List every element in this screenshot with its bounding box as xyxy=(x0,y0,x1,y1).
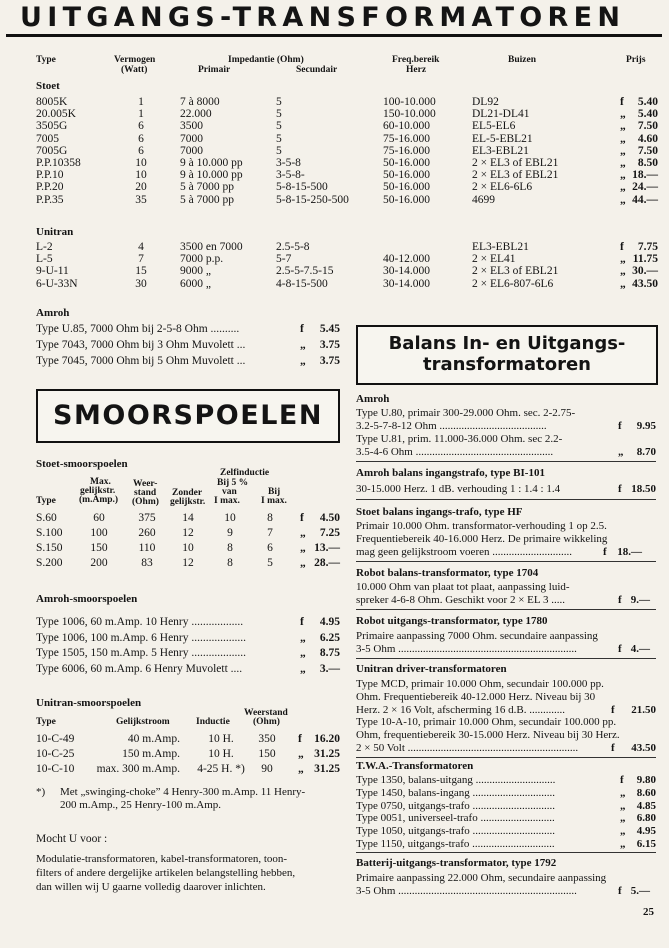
cell-currency: „ xyxy=(620,157,626,169)
cell-weerstand: 150 xyxy=(258,748,276,760)
balans-amroh-line-3: Type U.81, prim. 11.000-36.000 Ohm. sec 2.2- xyxy=(356,433,563,445)
cell-price: 4.60 xyxy=(637,132,658,145)
cell-type: 20.005K xyxy=(36,108,76,121)
cell-inductie: 10 H. xyxy=(208,748,234,760)
item-text: Type 0750, uitgangs-trafo .............................. xyxy=(356,799,556,812)
cell-currency: „ xyxy=(620,169,626,182)
r1780-heading: Robot uitgangs-transformator, type 1780 xyxy=(356,615,548,627)
item-text: Type 1505, 150 m.Amp. 5 Henry ................... xyxy=(36,647,247,659)
item-price: 4.95 xyxy=(636,825,656,838)
mcd-line-3: Herz. 2 × 16 Volt, afscherming 16 d.B. ............. xyxy=(356,704,565,716)
item-text: Type 1150, uitgangs-trafo .............................. xyxy=(356,838,555,850)
cell-secundair: 5 xyxy=(276,144,282,157)
col-header-impedantie: Impedantie (Ohm) xyxy=(228,55,304,65)
section-stoet-smoor: Stoet-smoorspoelen xyxy=(36,458,128,470)
smoorspoelen-box xyxy=(36,389,340,443)
cell-currency: „ xyxy=(620,193,626,206)
page-title: UITGANGS-TRANSFORMATOREN xyxy=(20,2,626,33)
cell-buizen: EL5-EL6 xyxy=(472,120,516,133)
item-text: Type 7045, 7000 Ohm bij 5 Ohm Muvolett ... xyxy=(36,355,246,367)
bi101-price: 18.50 xyxy=(631,483,656,495)
cell-currency: f xyxy=(620,96,624,108)
cell-watt: 30 xyxy=(135,277,147,290)
cell-max: 60 xyxy=(93,512,105,524)
cell-type: L-5 xyxy=(36,253,53,266)
item-currency: f xyxy=(300,323,304,335)
cell-price: 30.— xyxy=(632,265,658,278)
item-currency: „ xyxy=(300,631,306,644)
hf-line-3: mag geen gelijkstroom voeren ............................. xyxy=(356,546,572,558)
item-currency: „ xyxy=(300,662,306,675)
item-price: 6.25 xyxy=(319,631,340,644)
item-text: Type 0051, universeel-trafo ........................... xyxy=(356,812,555,825)
cell-weerstand: 90 xyxy=(261,763,273,775)
r1780-cur: f xyxy=(618,643,622,655)
cell-currency: „ xyxy=(298,763,304,775)
item-text: Type 6006, 60 m.Amp. 6 Henry Muvolett .... xyxy=(36,662,243,675)
mocht-line-2: filters of andere dergelijke artikelen belangstelling hebben, xyxy=(36,867,296,879)
mcd-price: 21.50 xyxy=(631,704,656,716)
balans-amroh-cur-2: „ xyxy=(618,446,624,458)
cell-freq: 40-12.000 xyxy=(383,253,430,266)
usmoor-header-weer1: Weerstand xyxy=(244,708,288,718)
r1780-price: 4.— xyxy=(630,643,650,655)
cell-price: 18.— xyxy=(632,169,658,182)
smoor-header-zelf2: Bij 5 % xyxy=(217,478,249,488)
cell-primair: 6000 „ xyxy=(180,277,211,290)
cell-weerstand: 350 xyxy=(258,733,276,745)
smoor-header-zelf4: I max. xyxy=(214,496,240,506)
item-price: 4.85 xyxy=(636,799,656,812)
cell-primair: 7000 xyxy=(180,144,203,157)
cell-gelijkstroom: max. 300 m.Amp. xyxy=(96,763,180,775)
r1704-line-1: 10.000 Ohm van plaat tot plaat, aanpassing luid- xyxy=(356,581,570,593)
item-currency: „ xyxy=(620,838,626,850)
a10-cur: f xyxy=(611,742,615,754)
col-header-prijs: Prijs xyxy=(626,55,646,65)
a10-line-3: 2 × 50 Volt .............................................................. xyxy=(356,742,579,754)
cell-buizen: 2 × EL3 of EBL21 xyxy=(472,169,559,182)
item-currency: f xyxy=(620,774,624,786)
cell-weerstand: 110 xyxy=(138,542,156,554)
cell-currency: „ xyxy=(620,277,626,290)
hf-heading: Stoet balans ingangs-trafo, type HF xyxy=(356,506,523,518)
cell-currency: „ xyxy=(620,144,626,157)
cell-secundair: 3-5-8 xyxy=(276,157,301,169)
cell-watt: 15 xyxy=(135,265,147,278)
r1704-line-2: spreker 4-6-8 Ohm. Geschikt voor 2 × EL 3 ..... xyxy=(356,594,565,606)
cell-watt: 4 xyxy=(138,241,144,253)
cell-weerstand: 260 xyxy=(138,527,156,539)
cell-inductie: 10 H. xyxy=(208,733,234,745)
cell-primair: 9 à 10.000 pp xyxy=(180,169,243,182)
smoor-header-zelf1: Zelfinductie xyxy=(220,468,270,478)
item-price: 5.45 xyxy=(319,323,340,335)
cell-secundair: 3-5-8- xyxy=(276,169,305,182)
footnote-line-1: Met „swinging-choke” 4 Henry-300 m.Amp. 11 Henry- xyxy=(60,786,306,798)
cell-bij5: 8 xyxy=(227,542,233,554)
smoor-header-max1: Max. xyxy=(90,477,111,487)
cell-secundair: 5 xyxy=(276,120,282,133)
cell-price: 8.50 xyxy=(637,157,658,169)
cell-watt: 35 xyxy=(135,193,147,206)
cell-buizen: 2 × EL6-6L6 xyxy=(472,181,533,194)
cell-bij-imax: 7 xyxy=(267,527,273,539)
driver-heading: Unitran driver-transformatoren xyxy=(356,663,507,675)
col-header-herz: Herz xyxy=(406,65,427,75)
twa-heading: T.W.A.-Transformatoren xyxy=(356,760,474,772)
cell-type: 10-C-10 xyxy=(36,763,75,775)
hf-cur: f xyxy=(603,546,607,558)
cell-price: 43.50 xyxy=(632,277,658,290)
cell-type: 8005K xyxy=(36,96,68,108)
divider xyxy=(356,609,656,610)
cell-currency: „ xyxy=(298,748,304,760)
cell-freq: 30-14.000 xyxy=(383,277,430,290)
r1780-line-1: Primaire aanpassing 7000 Ohm. secundaire aanpassing xyxy=(356,630,598,642)
cell-secundair: 5 xyxy=(276,108,282,121)
cell-watt: 6 xyxy=(138,132,144,145)
item-text: Type 1450, balans-ingang .............................. xyxy=(356,786,556,799)
col-header-freq: Freq.bereik xyxy=(392,55,440,65)
cell-buizen: EL3-EBL21 xyxy=(472,144,529,157)
cell-freq: 30-14.000 xyxy=(383,265,430,278)
cell-currency: „ xyxy=(620,181,626,194)
section-amroh: Amroh xyxy=(36,307,70,319)
cell-primair: 3500 en 7000 xyxy=(180,241,243,253)
cell-buizen: EL3-EBL21 xyxy=(472,241,529,253)
cell-watt: 1 xyxy=(138,108,144,121)
b1792-price: 5.— xyxy=(630,885,650,897)
mcd-line-1: Type MCD, primair 10.000 Ohm, secundair 100.000 pp. xyxy=(356,678,604,690)
section-unitran-smoor: Unitran-smoorspoelen xyxy=(36,697,142,709)
smoor-header-max3: (m.Amp.) xyxy=(79,495,119,505)
b1792-heading: Batterij-uitgangs-transformator, type 1792 xyxy=(356,857,557,869)
bi101-cur: f xyxy=(618,483,622,495)
divider xyxy=(356,499,656,500)
cell-price: 4.50 xyxy=(319,512,340,524)
cell-type: P.P.10358 xyxy=(36,157,81,169)
cell-currency: „ xyxy=(300,557,306,569)
cell-type: 6-U-33N xyxy=(36,277,78,290)
cell-weerstand: 375 xyxy=(138,512,156,524)
cell-bij5: 9 xyxy=(227,527,233,539)
cell-secundair: 2.5-5-7.5-15 xyxy=(276,265,334,278)
cell-watt: 10 xyxy=(135,169,147,182)
cell-zonder: 12 xyxy=(182,557,194,569)
cell-price: 13.— xyxy=(314,542,340,554)
cell-type: S.150 xyxy=(36,542,63,554)
item-currency: „ xyxy=(620,786,626,799)
mocht-line-1: Modulatie-transformatoren, kabel-transformatoren, toon- xyxy=(36,853,288,865)
balans-amroh-line-1: Type U.80, primair 300-29.000 Ohm. sec. 2-2.75- xyxy=(356,407,576,419)
usmoor-header-weer2: (Ohm) xyxy=(253,717,280,727)
item-price: 8.60 xyxy=(636,786,656,799)
cell-freq: 75-16.000 xyxy=(383,132,430,145)
cell-currency: „ xyxy=(620,132,626,145)
item-currency: „ xyxy=(300,339,306,351)
b1792-cur: f xyxy=(618,885,622,897)
cell-buizen: 2 × EL3 of EBL21 xyxy=(472,265,559,278)
cell-type: S.60 xyxy=(36,512,57,524)
cell-zonder: 12 xyxy=(182,527,194,539)
cell-freq: 50-16.000 xyxy=(383,169,430,182)
item-price: 4.95 xyxy=(319,616,340,628)
smoor-header-weer2: stand xyxy=(134,488,157,498)
hf-line-2: Frequentiebereik 40-16.000 Herz. De primaire wikkeling xyxy=(356,533,608,545)
bi101-line-1: 30-15.000 Herz. 1 dB. verhouding 1 : 1.4 : 1.4 xyxy=(356,483,561,495)
smoorspoelen-title: SMOORSPOELEN xyxy=(53,400,323,431)
cell-freq: 50-16.000 xyxy=(383,181,430,194)
cell-secundair: 5 xyxy=(276,132,282,145)
page-number: 25 xyxy=(643,906,654,918)
balans-amroh-price-2: 8.70 xyxy=(636,446,656,458)
cell-watt: 6 xyxy=(138,144,144,157)
cell-price: 5.40 xyxy=(637,96,658,108)
item-price: 3.75 xyxy=(319,355,340,367)
item-text: Type 1050, uitgangs-trafo .............................. xyxy=(356,825,556,838)
footnote-line-2: 200 m.Amp., 25 Henry-100 m.Amp. xyxy=(60,799,222,811)
cell-primair: 7 à 8000 xyxy=(180,96,220,108)
hf-price: 18.— xyxy=(617,546,642,558)
a10-price: 43.50 xyxy=(631,742,656,754)
mocht-line-0: Mocht U voor : xyxy=(36,833,108,845)
mcd-cur: f xyxy=(611,704,615,716)
item-text: Type 1006, 60 m.Amp. 10 Henry .................. xyxy=(36,616,244,628)
smoor-header-bij2: I max. xyxy=(261,496,287,506)
col-header-watt: (Watt) xyxy=(121,65,148,75)
cell-type: 10-C-25 xyxy=(36,748,75,760)
smoor-header-max2: gelijkstr. xyxy=(80,486,116,496)
cell-watt: 20 xyxy=(135,181,147,194)
cell-secundair: 4-8-15-500 xyxy=(276,277,328,290)
cell-type: S.200 xyxy=(36,557,63,569)
cell-gelijkstroom: 40 m.Amp. xyxy=(127,733,180,745)
item-price: 8.75 xyxy=(319,647,340,659)
hf-line-1: Primair 10.000 Ohm. transformator-verhouding 1 op 2.5. xyxy=(356,520,607,532)
usmoor-header-inductie: Inductie xyxy=(196,717,230,727)
cell-currency: „ xyxy=(300,527,306,539)
cell-type: S.100 xyxy=(36,527,63,539)
cell-watt: 6 xyxy=(138,120,144,133)
cell-zonder: 14 xyxy=(182,512,194,524)
cell-price: 24.— xyxy=(632,181,658,194)
cell-bij5: 10 xyxy=(224,512,236,524)
col-header-secundair: Secundair xyxy=(296,65,338,75)
cell-gelijkstroom: 150 m.Amp. xyxy=(122,748,180,760)
a10-line-1: Type 10-A-10, primair 10.000 Ohm, secundair 100.000 pp. xyxy=(356,716,617,728)
cell-price: 5.40 xyxy=(637,108,658,121)
item-price: 3.— xyxy=(319,662,340,675)
cell-freq: 50-16.000 xyxy=(383,193,430,206)
cell-type: 9-U-11 xyxy=(36,265,69,278)
cell-buizen: 2 × EL3 of EBL21 xyxy=(472,157,559,169)
balans-amroh-cur-1: f xyxy=(618,420,622,432)
cell-price: 11.75 xyxy=(632,253,658,266)
cell-price: 31.25 xyxy=(314,748,340,760)
usmoor-header-gelijk: Gelijkstroom xyxy=(116,717,170,727)
smoor-header-bij1: Bij xyxy=(268,487,281,497)
cell-currency: f xyxy=(298,733,302,745)
cell-primair: 22.000 xyxy=(180,108,212,121)
cell-price: 7.50 xyxy=(637,144,658,157)
cell-bij-imax: 8 xyxy=(267,512,273,524)
cell-currency: „ xyxy=(620,253,626,266)
cell-buizen: DL21-DL41 xyxy=(472,108,530,121)
item-price: 6.80 xyxy=(636,812,656,825)
cell-type: P.P.10 xyxy=(36,169,64,182)
item-currency: „ xyxy=(300,355,306,367)
cell-primair: 7000 xyxy=(180,132,203,145)
cell-primair: 9000 „ xyxy=(180,265,211,278)
cell-secundair: 5-8-15-250-500 xyxy=(276,193,349,206)
col-header-buizen: Buizen xyxy=(508,55,536,65)
b1792-line-1: Primaire aanpassing 22.000 Ohm, secundaire aanpassing xyxy=(356,872,607,884)
balans-box xyxy=(356,325,658,385)
cell-currency: „ xyxy=(620,265,626,278)
item-text: Type 1350, balans-uitgang ............................. xyxy=(356,774,556,786)
cell-bij-imax: 6 xyxy=(267,542,273,554)
cell-price: 16.20 xyxy=(314,733,340,745)
cell-currency: f xyxy=(300,512,304,524)
cell-primair: 7000 p.p. xyxy=(180,253,224,266)
cell-freq: 150-10.000 xyxy=(383,108,436,121)
cell-type: P.P.35 xyxy=(36,193,64,206)
cell-zonder: 10 xyxy=(182,542,194,554)
footnote-mark: *) xyxy=(36,786,46,798)
cell-buizen: 2 × EL6-807-6L6 xyxy=(472,277,554,290)
cell-freq: 100-10.000 xyxy=(383,96,436,108)
cell-currency: „ xyxy=(620,120,626,133)
cell-freq: 50-16.000 xyxy=(383,157,430,169)
item-currency: „ xyxy=(620,825,626,838)
col-header-primair: Primair xyxy=(198,65,231,75)
cell-type: P.P.20 xyxy=(36,181,64,194)
r1704-price: 9.— xyxy=(630,594,650,606)
cell-primair: 5 à 7000 pp xyxy=(180,181,234,194)
divider xyxy=(356,658,656,659)
cell-price: 28.— xyxy=(314,557,340,569)
smoor-header-weer3: (Ohm) xyxy=(132,497,159,507)
cell-price: 7.75 xyxy=(637,241,658,253)
balans-amroh-price-1: 9.95 xyxy=(636,420,656,432)
cell-max: 150 xyxy=(90,542,108,554)
cell-type: 7005 xyxy=(36,132,59,145)
section-amroh-smoor: Amroh-smoorspoelen xyxy=(36,593,138,605)
smoor-header-zelf3: van xyxy=(222,487,237,497)
cell-secundair: 2.5-5-8 xyxy=(276,241,310,253)
cell-type: 7005G xyxy=(36,144,68,157)
cell-primair: 5 à 7000 pp xyxy=(180,193,234,206)
smoor-header-zonder1: Zonder xyxy=(172,488,203,498)
usmoor-header-type: Type xyxy=(36,717,56,727)
cell-secundair: 5 xyxy=(276,96,282,108)
cell-currency: f xyxy=(620,241,624,253)
cell-type: 3505G xyxy=(36,120,68,133)
cell-inductie: 4-25 H. *) xyxy=(197,763,245,775)
cell-bij5: 8 xyxy=(227,557,233,569)
cell-max: 100 xyxy=(90,527,108,539)
smoor-header-weer1: Weer- xyxy=(133,479,158,489)
cell-bij-imax: 5 xyxy=(267,557,273,569)
item-price: 6.15 xyxy=(636,838,656,850)
r1704-cur: f xyxy=(618,594,622,606)
divider xyxy=(356,461,656,462)
cell-max: 200 xyxy=(90,557,108,569)
cell-price: 44.— xyxy=(632,193,658,206)
cell-buizen: DL92 xyxy=(472,96,499,108)
cell-price: 31.25 xyxy=(314,763,340,775)
cell-watt: 7 xyxy=(138,253,144,266)
smoor-header-zonder2: gelijkstr. xyxy=(170,497,206,507)
cell-secundair: 5-7 xyxy=(276,253,292,266)
bi101-heading: Amroh balans ingangstrafo, type BI-101 xyxy=(356,467,545,479)
a10-line-2: Ohm, frequentiebereik 30-15.000 Herz. Niveau bij 30 Herz. xyxy=(356,729,620,741)
item-currency: „ xyxy=(300,647,306,659)
section-stoet: Stoet xyxy=(36,80,60,92)
balans-amroh-line-4: 3.5-4-6 Ohm .................................................. xyxy=(356,446,554,458)
cell-type: 10-C-49 xyxy=(36,733,75,745)
r1780-line-2: 3-5 Ohm ................................................................. xyxy=(356,643,577,655)
balans-title-line-1: Balans In- en Uitgangs- xyxy=(388,333,626,354)
cell-freq: 75-16.000 xyxy=(383,144,430,157)
smoor-header-type: Type xyxy=(36,496,56,506)
divider xyxy=(356,561,656,562)
cell-buizen: 2 × EL41 xyxy=(472,253,516,266)
cell-buizen: 4699 xyxy=(472,193,495,206)
item-currency: „ xyxy=(620,799,626,812)
cell-primair: 9 à 10.000 pp xyxy=(180,157,243,169)
mocht-line-3: dan willen wij U gaarne volledig daarover inlichten. xyxy=(36,881,266,893)
cell-freq: 60-10.000 xyxy=(383,120,430,133)
title-bar xyxy=(6,4,662,37)
cell-primair: 3500 xyxy=(180,120,203,133)
balans-amroh-line-2: 3.2-5-7-8-12 Ohm ....................................... xyxy=(356,420,547,432)
cell-price: 7.50 xyxy=(637,120,658,133)
b1792-line-2: 3-5 Ohm ................................................................. xyxy=(356,885,577,897)
section-unitran: Unitran xyxy=(36,226,74,238)
mcd-line-2: Ohm. Frequentiebereik 40-12.000 Herz. Niveau bij 30 xyxy=(356,691,596,703)
cell-currency: „ xyxy=(620,108,626,121)
cell-watt: 10 xyxy=(135,157,147,169)
item-currency: f xyxy=(300,616,304,628)
r1704-heading: Robot balans-transformator, type 1704 xyxy=(356,567,539,579)
cell-currency: „ xyxy=(300,542,306,554)
cell-watt: 1 xyxy=(138,96,144,108)
cell-price: 7.25 xyxy=(319,527,340,539)
col-header-vermogen: Vermogen xyxy=(114,55,156,65)
divider xyxy=(356,757,656,758)
cell-secundair: 5-8-15-500 xyxy=(276,181,328,194)
item-currency: „ xyxy=(620,812,626,825)
col-header-type: Type xyxy=(36,55,56,65)
item-price: 3.75 xyxy=(319,339,340,351)
balans-title-line-2: transformatoren xyxy=(422,354,591,375)
item-price: 9.80 xyxy=(636,774,656,786)
item-text: Type U.85, 7000 Ohm bij 2-5-8 Ohm .......... xyxy=(36,323,240,335)
cell-weerstand: 83 xyxy=(141,557,153,569)
item-text: Type 1006, 100 m.Amp. 6 Henry ................... xyxy=(36,631,247,644)
divider xyxy=(356,852,656,853)
balans-amroh-heading: Amroh xyxy=(356,393,390,405)
cell-buizen: EL-5-EBL21 xyxy=(472,132,533,145)
item-text: Type 7043, 7000 Ohm bij 3 Ohm Muvolett ... xyxy=(36,339,246,351)
cell-type: L-2 xyxy=(36,241,53,253)
